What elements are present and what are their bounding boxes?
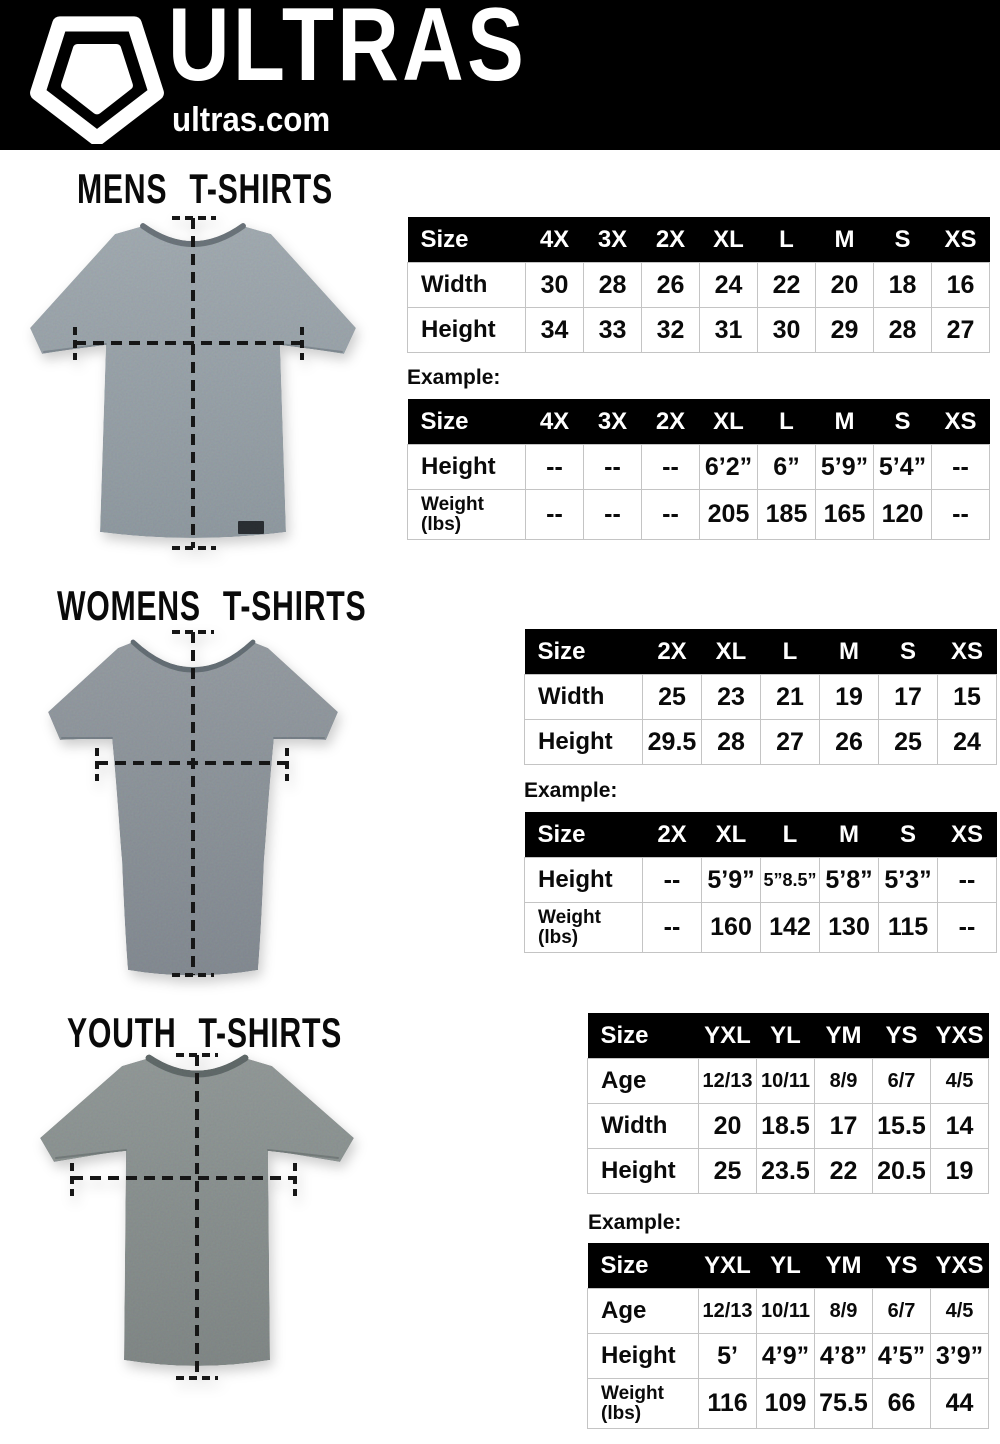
cell-value: 4/5 xyxy=(931,1289,989,1334)
cell-value: 130 xyxy=(820,903,879,953)
cell-value: 28 xyxy=(702,720,761,765)
column-header: XL xyxy=(700,217,758,263)
mens-shirt-image xyxy=(10,196,390,568)
column-header: M xyxy=(816,217,874,263)
cell-value: 5’3” xyxy=(879,858,938,903)
cell-value: 20 xyxy=(816,263,874,308)
cell-value: 6/7 xyxy=(873,1059,931,1104)
cell-value: -- xyxy=(642,445,700,490)
cell-value: 27 xyxy=(932,308,990,353)
column-header: 4X xyxy=(526,217,584,263)
brand-wordmark: ULTRAS xyxy=(168,0,528,103)
cell-value: 28 xyxy=(584,263,642,308)
column-header: 2X xyxy=(643,629,702,675)
cell-value: 24 xyxy=(700,263,758,308)
cell-value: 32 xyxy=(642,308,700,353)
cell-value: 20.5 xyxy=(873,1149,931,1194)
youth-example-table xyxy=(587,1243,989,1429)
row-label: Height xyxy=(525,858,643,903)
cell-value: 12/13 xyxy=(699,1059,757,1104)
size-row-label: Size xyxy=(588,1243,699,1289)
row-label: Age xyxy=(588,1289,699,1334)
cell-value: 44 xyxy=(931,1379,989,1429)
cell-value: 30 xyxy=(526,263,584,308)
cell-value: 3’9” xyxy=(931,1334,989,1379)
column-header: M xyxy=(820,629,879,675)
row-label: Weight (lbs) xyxy=(408,490,526,540)
cell-value: 66 xyxy=(873,1379,931,1429)
mens-example-label: Example: xyxy=(407,366,501,389)
youth-example-label: Example: xyxy=(588,1211,682,1234)
column-header: XS xyxy=(932,217,990,263)
column-header: XL xyxy=(700,399,758,445)
column-header: XS xyxy=(938,812,997,858)
cell-value: 30 xyxy=(758,308,816,353)
cell-value: 23 xyxy=(702,675,761,720)
cell-value: 22 xyxy=(758,263,816,308)
row-label: Height xyxy=(588,1149,699,1194)
hem-tag xyxy=(238,521,264,534)
cell-value: 15 xyxy=(938,675,997,720)
mens-example-table xyxy=(407,399,990,540)
cell-value: 10/11 xyxy=(757,1289,815,1334)
cell-value: 19 xyxy=(820,675,879,720)
cell-value: 12/13 xyxy=(699,1289,757,1334)
cell-value: 26 xyxy=(642,263,700,308)
size-row-label: Size xyxy=(408,217,526,263)
cell-value: 115 xyxy=(879,903,938,953)
column-header: XL xyxy=(702,629,761,675)
cell-value: 6” xyxy=(758,445,816,490)
row-label: Age xyxy=(588,1059,699,1104)
cell-value: 5”8.5” xyxy=(761,858,820,903)
cell-value: 27 xyxy=(761,720,820,765)
cell-value: 4’8” xyxy=(815,1334,873,1379)
cell-value: 21 xyxy=(761,675,820,720)
cell-value: -- xyxy=(526,445,584,490)
column-header: L xyxy=(758,217,816,263)
cell-value: 4’9” xyxy=(757,1334,815,1379)
row-label: Height xyxy=(408,445,526,490)
cell-value: 75.5 xyxy=(815,1379,873,1429)
row-label: Height xyxy=(588,1334,699,1379)
column-header: YXL xyxy=(699,1013,757,1059)
cell-value: 29.5 xyxy=(643,720,702,765)
womens-section-title: WOMENS T-SHIRTS xyxy=(57,582,367,629)
cell-value: 8/9 xyxy=(815,1059,873,1104)
column-header: XS xyxy=(938,629,997,675)
column-header: S xyxy=(879,629,938,675)
cell-value: -- xyxy=(932,490,990,540)
cell-value: 23.5 xyxy=(757,1149,815,1194)
column-header: L xyxy=(761,812,820,858)
cell-value: 14 xyxy=(931,1104,989,1149)
cell-value: 33 xyxy=(584,308,642,353)
womens-size-table xyxy=(524,629,997,765)
cell-value: 28 xyxy=(874,308,932,353)
youth-size-table xyxy=(587,1013,989,1194)
cell-value: 205 xyxy=(700,490,758,540)
cell-value: 22 xyxy=(815,1149,873,1194)
column-header: YS xyxy=(873,1243,931,1289)
cell-value: 120 xyxy=(874,490,932,540)
row-label: Height xyxy=(408,308,526,353)
cell-value: 25 xyxy=(643,675,702,720)
cell-value: -- xyxy=(938,858,997,903)
cell-value: 18 xyxy=(874,263,932,308)
cell-value: 8/9 xyxy=(815,1289,873,1334)
header-bar xyxy=(0,0,1000,150)
cell-value: 185 xyxy=(758,490,816,540)
cell-value: -- xyxy=(584,445,642,490)
column-header: S xyxy=(879,812,938,858)
cell-value: 5’9” xyxy=(816,445,874,490)
row-label: Width xyxy=(408,263,526,308)
cell-value: -- xyxy=(938,903,997,953)
cell-value: 5’9” xyxy=(702,858,761,903)
size-row-label: Size xyxy=(525,812,643,858)
cell-value: 4’5” xyxy=(873,1334,931,1379)
column-header: L xyxy=(761,629,820,675)
cell-value: -- xyxy=(643,903,702,953)
column-header: 2X xyxy=(643,812,702,858)
cell-value: 6’2” xyxy=(700,445,758,490)
column-header: 2X xyxy=(642,399,700,445)
size-row-label: Size xyxy=(408,399,526,445)
cell-value: 5’4” xyxy=(874,445,932,490)
cell-value: 116 xyxy=(699,1379,757,1429)
womens-example-table xyxy=(524,812,997,953)
size-row-label: Size xyxy=(525,629,643,675)
cell-value: 6/7 xyxy=(873,1289,931,1334)
column-header: YS xyxy=(873,1013,931,1059)
column-header: S xyxy=(874,217,932,263)
column-header: YL xyxy=(757,1243,815,1289)
womens-example-label: Example: xyxy=(524,779,618,802)
cell-value: 109 xyxy=(757,1379,815,1429)
cell-value: 18.5 xyxy=(757,1104,815,1149)
row-label: Weight (lbs) xyxy=(588,1379,699,1429)
cell-value: 5’8” xyxy=(820,858,879,903)
column-header: 2X xyxy=(642,217,700,263)
column-header: 4X xyxy=(526,399,584,445)
row-label: Weight (lbs) xyxy=(525,903,643,953)
cell-value: 160 xyxy=(702,903,761,953)
cell-value: 142 xyxy=(761,903,820,953)
cell-value: 165 xyxy=(816,490,874,540)
column-header: 3X xyxy=(584,399,642,445)
column-header: XS xyxy=(932,399,990,445)
column-header: YM xyxy=(815,1243,873,1289)
row-label: Height xyxy=(525,720,643,765)
cell-value: 5’ xyxy=(699,1334,757,1379)
mens-section-title: MENS T-SHIRTS xyxy=(77,165,333,212)
cell-value: 10/11 xyxy=(757,1059,815,1104)
cell-value: 31 xyxy=(700,308,758,353)
cell-value: 19 xyxy=(931,1149,989,1194)
column-header: YXS xyxy=(931,1013,989,1059)
cell-value: 29 xyxy=(816,308,874,353)
column-header: S xyxy=(874,399,932,445)
column-header: 3X xyxy=(584,217,642,263)
column-header: M xyxy=(820,812,879,858)
womens-shirt-image xyxy=(30,600,390,995)
pentagon-shield-icon xyxy=(28,6,166,144)
column-header: M xyxy=(816,399,874,445)
cell-value: 17 xyxy=(879,675,938,720)
cell-value: -- xyxy=(642,490,700,540)
cell-value: 4/5 xyxy=(931,1059,989,1104)
cell-value: 15.5 xyxy=(873,1104,931,1149)
row-label: Width xyxy=(525,675,643,720)
cell-value: -- xyxy=(932,445,990,490)
cell-value: -- xyxy=(526,490,584,540)
column-header: L xyxy=(758,399,816,445)
column-header: YM xyxy=(815,1013,873,1059)
mens-size-table xyxy=(407,217,990,353)
cell-value: 17 xyxy=(815,1104,873,1149)
cell-value: 26 xyxy=(820,720,879,765)
cell-value: -- xyxy=(584,490,642,540)
cell-value: -- xyxy=(643,858,702,903)
cell-value: 25 xyxy=(879,720,938,765)
cell-value: 16 xyxy=(932,263,990,308)
column-header: YL xyxy=(757,1013,815,1059)
cell-value: 20 xyxy=(699,1104,757,1149)
column-header: YXL xyxy=(699,1243,757,1289)
size-row-label: Size xyxy=(588,1013,699,1059)
cell-value: 25 xyxy=(699,1149,757,1194)
row-label: Width xyxy=(588,1104,699,1149)
cell-value: 24 xyxy=(938,720,997,765)
youth-shirt-image xyxy=(10,1030,380,1396)
youth-section-title: YOUTH T-SHIRTS xyxy=(67,1009,343,1056)
site-url[interactable]: ultras.com xyxy=(172,101,331,139)
cell-value: 34 xyxy=(526,308,584,353)
column-header: XL xyxy=(702,812,761,858)
column-header: YXS xyxy=(931,1243,989,1289)
